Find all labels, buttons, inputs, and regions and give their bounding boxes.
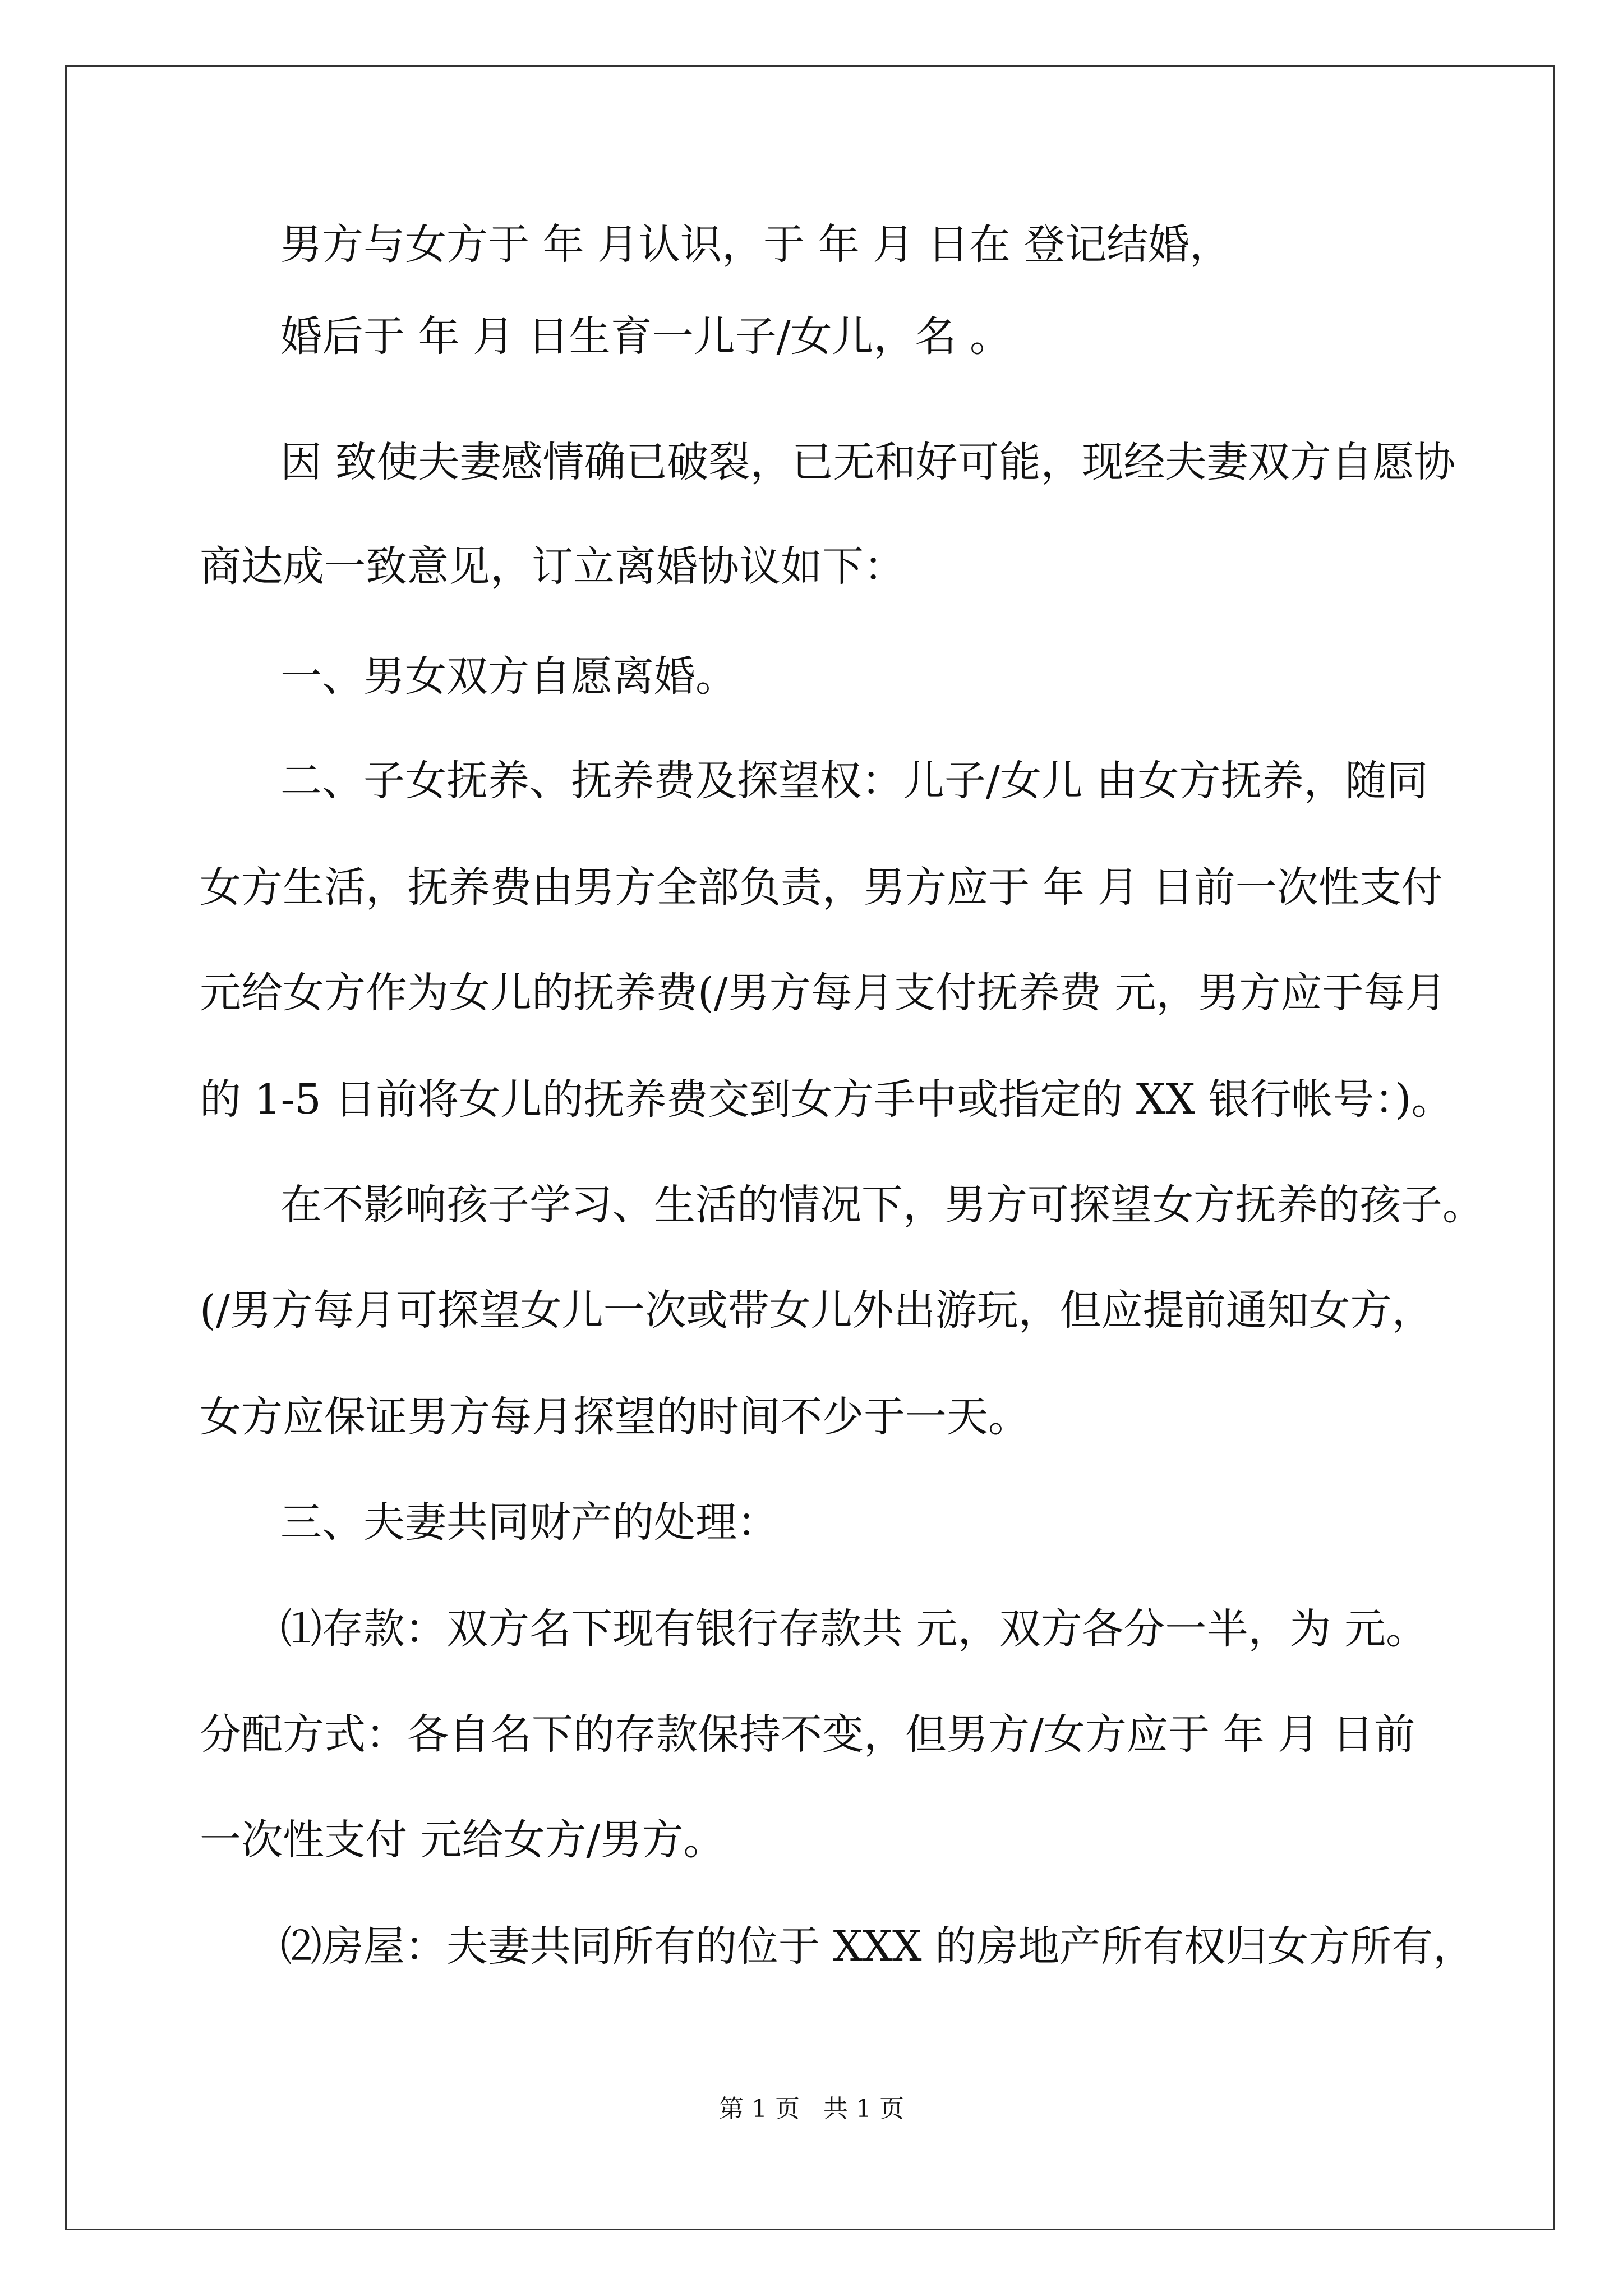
- paragraph-line: 女方生活，抚养费由男方全部负责，男方应于 年 月 日前一次性支付: [200, 863, 1443, 912]
- paragraph-line: 一、男女双方自愿离婚。: [280, 652, 737, 701]
- paragraph-line: 一次性支付 元给女方/男方。: [200, 1816, 725, 1864]
- paragraph-line: 三、夫妻共同财产的处理：: [280, 1498, 778, 1547]
- paragraph-line: 男方与女方于 年 月认识，于 年 月 日在 登记结婚，: [280, 220, 1232, 269]
- paragraph-line: 女方应保证男方每月探望的时间不少于一天。: [200, 1393, 1030, 1441]
- paragraph-line: 婚后于 年 月 日生育一儿子/女儿，名 。: [280, 312, 1012, 361]
- paragraph-line: ⑵房屋：夫妻共同所有的位于 XXX 的房地产所有权归女方所有，: [280, 1922, 1475, 1971]
- paragraph-line: 商达成一致意见，订立离婚协议如下：: [200, 542, 905, 591]
- paragraph-line: 分配方式：各自名下的存款保持不变，但男方/女方应于 年 月 日前: [200, 1710, 1415, 1759]
- page-border: [65, 65, 1555, 2230]
- paragraph-line: 在不影响孩子学习、生活的情况下，男方可探望女方抚养的孩子。: [280, 1181, 1484, 1229]
- paragraph-line: 的 1-5 日前将女儿的抚养费交到女方手中或指定的 XX 银行帐号：)。: [200, 1075, 1453, 1124]
- paragraph-line: 因 致使夫妻感情确已破裂，已无和好可能，现经夫妻双方自愿协: [280, 438, 1456, 486]
- paragraph-line: (/男方每月可探望女儿一次或带女儿外出游玩，但应提前通知女方，: [200, 1286, 1433, 1335]
- page-footer: 第 1 页 共 1 页: [719, 2095, 904, 2123]
- paragraph-line: 元给女方作为女儿的抚养费(/男方每月支付抚养费 元，男方应于每月: [200, 969, 1447, 1017]
- paragraph-line: ⑴存款：双方名下现有银行存款共 元，双方各分一半，为 元。: [280, 1605, 1428, 1653]
- paragraph-line: 二、子女抚养、抚养费及探望权：儿子/女儿 由女方抚养，随同: [280, 757, 1428, 805]
